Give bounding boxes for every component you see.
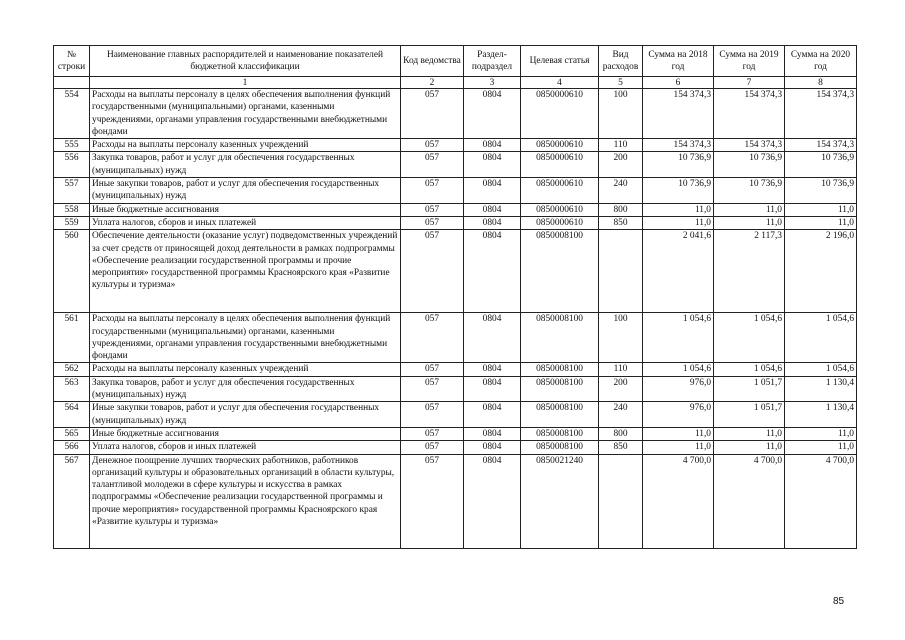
- column-number: 4: [521, 77, 599, 89]
- column-number: 8: [785, 77, 857, 89]
- row-department-code: 057: [401, 441, 464, 454]
- row-name: Иные бюджетные ассигнования: [90, 427, 401, 440]
- header-row-number: № строки: [54, 46, 90, 77]
- row-target-article: 0850000610: [521, 89, 599, 139]
- row-sum-2018: 11,0: [643, 441, 714, 454]
- row-target-article: 0850008100: [521, 441, 599, 454]
- table-row: [54, 203, 857, 216]
- row-section: 0804: [464, 216, 521, 229]
- row-target-article: 0850008100: [521, 376, 599, 402]
- column-number: 7: [714, 77, 785, 89]
- row-sum-2019: 10 736,9: [714, 178, 785, 204]
- row-number: 561: [54, 313, 90, 363]
- row-department-code: 057: [401, 178, 464, 204]
- row-expense-type: 110: [599, 363, 643, 376]
- table-row: [54, 216, 857, 229]
- row-expense-type: 240: [599, 178, 643, 204]
- row-expense-type: 200: [599, 152, 643, 178]
- column-number: 1: [90, 77, 401, 89]
- row-number: 566: [54, 441, 90, 454]
- row-name: Иные закупки товаров, работ и услуг для обеспечения государственных (муниципальных) нужд: [90, 402, 401, 428]
- row-section: 0804: [464, 376, 521, 402]
- row-sum-2018: 11,0: [643, 203, 714, 216]
- row-name: Обеспечение деятельности (оказание услуг) подведомственных учреждений за счет средств от приносящей доход деятельности в рамках подпрограммы «Обеспечение реализации государственной программы и прочие мероприятия» государственной программы Красноярского края «Развитие культуры и туризма»: [90, 230, 401, 313]
- row-sum-2019: 11,0: [714, 216, 785, 229]
- row-number: 554: [54, 89, 90, 139]
- row-target-article: 0850000610: [521, 152, 599, 178]
- row-sum-2019: 10 736,9: [714, 152, 785, 178]
- row-target-article: 0850000610: [521, 216, 599, 229]
- row-sum-2018: 154 374,3: [643, 89, 714, 139]
- row-section: 0804: [464, 402, 521, 428]
- row-sum-2020: 1 054,6: [785, 363, 857, 376]
- row-department-code: 057: [401, 216, 464, 229]
- row-department-code: 057: [401, 313, 464, 363]
- row-target-article: 0850000610: [521, 203, 599, 216]
- header-target-article: Целевая статья: [521, 46, 599, 77]
- row-sum-2018: 4 700,0: [643, 454, 714, 548]
- row-name: Иные бюджетные ассигнования: [90, 203, 401, 216]
- row-sum-2019: 1 054,6: [714, 363, 785, 376]
- budget-table: [53, 45, 857, 549]
- row-sum-2018: 11,0: [643, 216, 714, 229]
- row-expense-type: 100: [599, 313, 643, 363]
- row-sum-2020: 10 736,9: [785, 178, 857, 204]
- row-number: 555: [54, 139, 90, 152]
- row-target-article: 0850008100: [521, 313, 599, 363]
- row-sum-2020: 11,0: [785, 216, 857, 229]
- row-section: 0804: [464, 441, 521, 454]
- row-name: Уплата налогов, сборов и иных платежей: [90, 441, 401, 454]
- row-section: 0804: [464, 178, 521, 204]
- header-section: Раздел-подраздел: [464, 46, 521, 77]
- row-sum-2020: 10 736,9: [785, 152, 857, 178]
- row-department-code: 057: [401, 363, 464, 376]
- row-sum-2019: 1 051,7: [714, 402, 785, 428]
- header-expense-type: Вид расходов: [599, 46, 643, 77]
- row-number: 565: [54, 427, 90, 440]
- table-row: [54, 313, 857, 363]
- row-department-code: 057: [401, 402, 464, 428]
- row-sum-2018: 2 041,6: [643, 230, 714, 313]
- header-sum-2020: Сумма на 2020 год: [785, 46, 857, 77]
- table-row: [54, 152, 857, 178]
- row-sum-2020: 1 130,4: [785, 376, 857, 402]
- column-number: 5: [599, 77, 643, 89]
- header-name: Наименование главных распорядителей и наименование показателей бюджетной классификации: [90, 46, 401, 77]
- row-sum-2020: 2 196,0: [785, 230, 857, 313]
- row-sum-2018: 10 736,9: [643, 178, 714, 204]
- row-department-code: 057: [401, 427, 464, 440]
- row-name: Расходы на выплаты персоналу казенных учреждений: [90, 363, 401, 376]
- row-sum-2020: 1 130,4: [785, 402, 857, 428]
- header-sum-2018: Сумма на 2018 год: [643, 46, 714, 77]
- row-expense-type: 100: [599, 89, 643, 139]
- row-expense-type: 800: [599, 427, 643, 440]
- row-section: 0804: [464, 139, 521, 152]
- row-department-code: 057: [401, 139, 464, 152]
- row-expense-type: [599, 230, 643, 313]
- page-number: 85: [833, 596, 845, 607]
- table-row: [54, 363, 857, 376]
- row-section: 0804: [464, 363, 521, 376]
- row-sum-2020: 11,0: [785, 203, 857, 216]
- table-row: [54, 441, 857, 454]
- header-department-code: Код ведомства: [401, 46, 464, 77]
- row-section: 0804: [464, 203, 521, 216]
- row-sum-2019: 11,0: [714, 427, 785, 440]
- row-number: 558: [54, 203, 90, 216]
- row-name: Расходы на выплаты персоналу в целях обеспечения выполнения функций государственными (муниципальными) органами, казенными учреждениями, органами управления государственными внебюджетными фондами: [90, 89, 401, 139]
- table-row: [54, 402, 857, 428]
- row-section: 0804: [464, 454, 521, 548]
- row-name: Расходы на выплаты персоналу казенных учреждений: [90, 139, 401, 152]
- row-number: 557: [54, 178, 90, 204]
- row-target-article: 0850008100: [521, 427, 599, 440]
- row-expense-type: 850: [599, 216, 643, 229]
- row-department-code: 057: [401, 230, 464, 313]
- row-number: 562: [54, 363, 90, 376]
- row-number: 567: [54, 454, 90, 548]
- row-expense-type: 240: [599, 402, 643, 428]
- row-sum-2019: 154 374,3: [714, 89, 785, 139]
- table-row: [54, 376, 857, 402]
- column-number-row: [54, 77, 857, 89]
- row-section: 0804: [464, 427, 521, 440]
- row-number: 560: [54, 230, 90, 313]
- row-target-article: 0850008100: [521, 363, 599, 376]
- table-row: [54, 427, 857, 440]
- column-number: 6: [643, 77, 714, 89]
- row-name: Иные закупки товаров, работ и услуг для обеспечения государственных (муниципальных) нужд: [90, 178, 401, 204]
- row-target-article: 0850000610: [521, 178, 599, 204]
- row-sum-2020: 154 374,3: [785, 139, 857, 152]
- row-expense-type: 850: [599, 441, 643, 454]
- row-name: Закупка товаров, работ и услуг для обеспечения государственных (муниципальных) нужд: [90, 152, 401, 178]
- row-number: 559: [54, 216, 90, 229]
- row-department-code: 057: [401, 203, 464, 216]
- row-number: 556: [54, 152, 90, 178]
- row-name: Расходы на выплаты персоналу в целях обеспечения выполнения функций государственными (муниципальными) органами, казенными учреждениями, органами управления государственными внебюджетными фондами: [90, 313, 401, 363]
- row-section: 0804: [464, 89, 521, 139]
- row-sum-2018: 10 736,9: [643, 152, 714, 178]
- row-expense-type: 200: [599, 376, 643, 402]
- row-sum-2019: 11,0: [714, 203, 785, 216]
- row-expense-type: 110: [599, 139, 643, 152]
- row-name: Денежное поощрение лучших творческих работников, работников организаций культуры и образовательных организаций в области культуры, талантливой молодежи в сфере культуры и искусства в рамках подпрограммы «Обеспечение реализации государственной программы и прочие мероприятия» государственной программы Красноярского края «Развитие культуры и туризма»: [90, 454, 401, 548]
- row-number: 563: [54, 376, 90, 402]
- table-row: [54, 89, 857, 139]
- table-row: [54, 454, 857, 548]
- row-sum-2019: 4 700,0: [714, 454, 785, 548]
- row-name: Закупка товаров, работ и услуг для обеспечения государственных (муниципальных) нужд: [90, 376, 401, 402]
- row-department-code: 057: [401, 376, 464, 402]
- row-section: 0804: [464, 313, 521, 363]
- row-name: Уплата налогов, сборов и иных платежей: [90, 216, 401, 229]
- row-sum-2018: 11,0: [643, 427, 714, 440]
- row-sum-2020: 1 054,6: [785, 313, 857, 363]
- header-sum-2019: Сумма на 2019 год: [714, 46, 785, 77]
- column-number: [54, 77, 90, 89]
- header-row: [54, 46, 857, 77]
- table-row: [54, 178, 857, 204]
- row-sum-2019: 154 374,3: [714, 139, 785, 152]
- row-target-article: 0850000610: [521, 139, 599, 152]
- row-sum-2020: 154 374,3: [785, 89, 857, 139]
- row-section: 0804: [464, 230, 521, 313]
- row-target-article: 0850021240: [521, 454, 599, 548]
- row-sum-2020: 11,0: [785, 441, 857, 454]
- row-target-article: 0850008100: [521, 230, 599, 313]
- row-sum-2018: 1 054,6: [643, 313, 714, 363]
- row-section: 0804: [464, 152, 521, 178]
- column-number: 2: [401, 77, 464, 89]
- row-sum-2018: 976,0: [643, 402, 714, 428]
- row-sum-2018: 154 374,3: [643, 139, 714, 152]
- row-sum-2018: 1 054,6: [643, 363, 714, 376]
- row-sum-2019: 11,0: [714, 441, 785, 454]
- column-number: 3: [464, 77, 521, 89]
- row-number: 564: [54, 402, 90, 428]
- row-sum-2019: 2 117,3: [714, 230, 785, 313]
- row-sum-2019: 1 051,7: [714, 376, 785, 402]
- row-target-article: 0850008100: [521, 402, 599, 428]
- row-department-code: 057: [401, 454, 464, 548]
- row-department-code: 057: [401, 152, 464, 178]
- row-department-code: 057: [401, 89, 464, 139]
- row-sum-2018: 976,0: [643, 376, 714, 402]
- row-sum-2019: 1 054,6: [714, 313, 785, 363]
- table-row: [54, 230, 857, 313]
- row-expense-type: 800: [599, 203, 643, 216]
- row-expense-type: [599, 454, 643, 548]
- row-sum-2020: 11,0: [785, 427, 857, 440]
- row-sum-2020: 4 700,0: [785, 454, 857, 548]
- table-row: [54, 139, 857, 152]
